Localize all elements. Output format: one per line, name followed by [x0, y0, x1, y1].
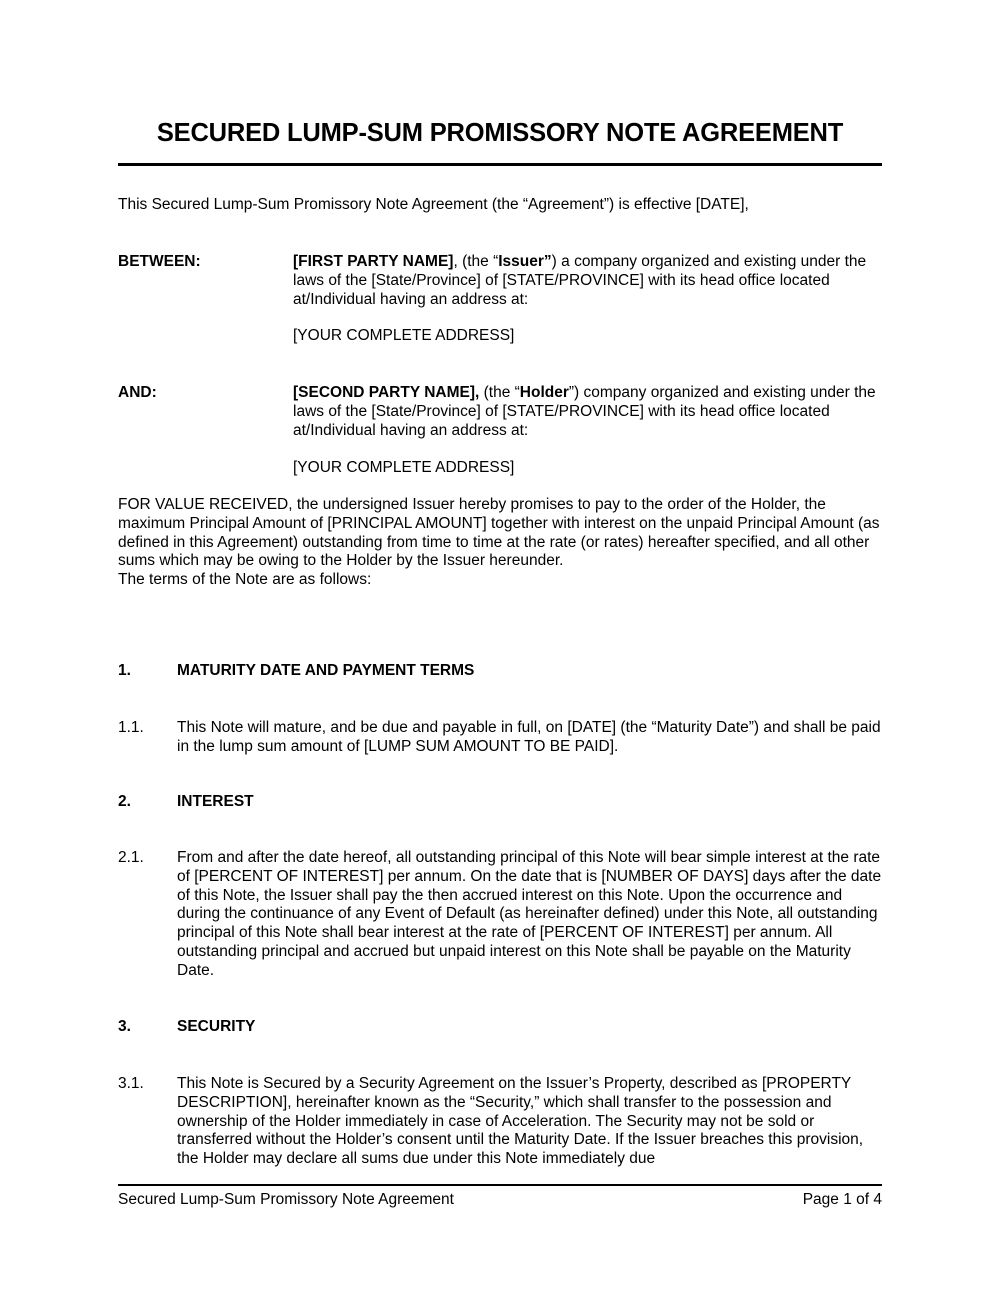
section-heading-maturity: MATURITY DATE AND PAYMENT TERMS — [177, 662, 475, 679]
clause-number: 1.1. — [118, 719, 144, 736]
party-address-issuer: [YOUR COMPLETE ADDRESS] — [293, 327, 515, 344]
clause-text-1-1: This Note will mature, and be due and payable in full, on [DATE] (the “Maturity Date”) and shall be paid in the lump sum amount of [LUMP SUM AMOUNT TO BE PAID]. — [177, 719, 881, 755]
footer-document-title: Secured Lump-Sum Promissory Note Agreement — [118, 1191, 454, 1208]
intro-paragraph: This Secured Lump-Sum Promissory Note Agreement (the “Agreement”) is effective [DATE], — [118, 196, 749, 213]
party-name: [SECOND PARTY NAME], — [293, 384, 480, 401]
party-description-holder: [SECOND PARTY NAME], (the “Holder”) company organized and existing under the laws of the [State/Province] of [STATE/PROVINCE] with its head office located at/Individual having an address at: — [293, 384, 876, 439]
section-heading-interest: INTEREST — [177, 793, 254, 810]
value-received-paragraph: FOR VALUE RECEIVED, the undersigned Issuer hereby promises to pay to the order of the Holder, the maximum Principal Amount of [PRINCIPAL AMOUNT] together with interest on the unpaid Principal Amount (as defined in this Agreement) outstanding from time to time at the rate (or rates) hereafter specified, and all other sums which may be owing to the Holder by the Issuer hereunder. — [118, 496, 880, 570]
section-number: 1. — [118, 662, 131, 679]
footer-divider — [118, 1184, 882, 1186]
clause-text-2-1: From and after the date hereof, all outstanding principal of this Note will bear simple interest at the rate of [PERCENT OF INTEREST] per annum. On the date that is [NUMBER OF DAYS] days after the date of this Note, the Issuer shall pay the then accrued interest on this Note. Upon the occurrence and during the continuance of any Event of Default (as hereinafter defined) under this Note, all outstanding principal of this Note shall bear interest at the rate of [PERCENT OF INTEREST] per annum. All outstanding principal and accrued but unpaid interest on this Note shall be payable on the Maturity Date. — [177, 849, 882, 979]
party-role: Issuer” — [498, 253, 552, 270]
clause-number: 3.1. — [118, 1075, 144, 1092]
section-heading-security: SECURITY — [177, 1018, 256, 1035]
document-title: SECURED LUMP-SUM PROMISSORY NOTE AGREEMENT — [156, 119, 844, 147]
clause-text-3-1: This Note is Secured by a Security Agreement on the Issuer’s Property, described as [PROPERTY DESCRIPTION], hereinafter known as the “Security,” which shall transfer to the possession and ownership of the Holder immediately in case of Acceleration. The Security may not be sold or transferred without the Holder’s consent until the Maturity Date. If the Issuer breaches this provision, the Holder may declare all sums due under this Note immediately due — [177, 1075, 864, 1168]
terms-intro: The terms of the Note are as follows: — [118, 571, 372, 588]
section-number: 3. — [118, 1018, 131, 1035]
footer-page-number: Page 1 of 4 — [802, 1191, 882, 1208]
party-address-holder: [YOUR COMPLETE ADDRESS] — [293, 459, 515, 476]
party-label-between: BETWEEN: — [118, 253, 201, 270]
party-description-issuer: [FIRST PARTY NAME], (the “Issuer”) a company organized and existing under the laws of the [State/Province] of [STATE/PROVINCE] with its head office located at/Individual having an address at: — [293, 253, 867, 308]
section-number: 2. — [118, 793, 131, 810]
party-label-and: AND: — [118, 384, 157, 401]
party-role: Holder — [519, 384, 569, 401]
party-name: [FIRST PARTY NAME] — [293, 253, 454, 270]
title-divider — [118, 163, 882, 166]
clause-number: 2.1. — [118, 849, 144, 866]
